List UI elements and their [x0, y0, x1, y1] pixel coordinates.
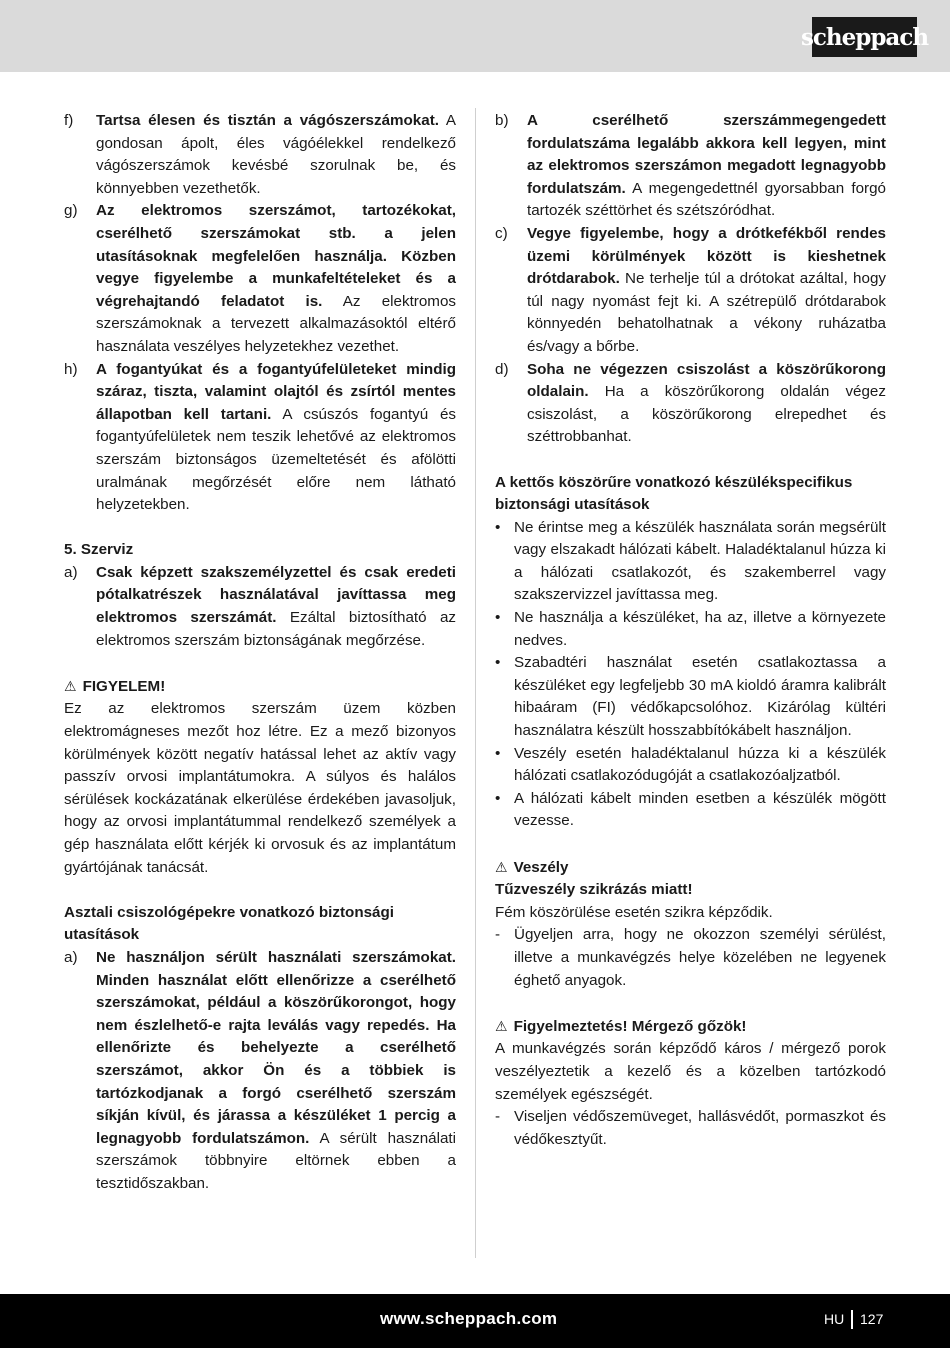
item-label: b)	[495, 112, 509, 129]
toxic-text: A munkavégzés során képződő káros / mérgező porok veszélyeztetik a kezelő és a közelben tartózkodó személyek egészségét.	[495, 1040, 886, 1103]
attention-text: Ez az elektromos szerszám üzem közben elektromágneses mezőt hoz létre. Ez a mező bizonyos körülmények között negatív hatással lehet az aktív vagy passzív orvosi implantátumokra. A súlyos és halálos sérülések kockázatának elkerülése érdekében javasoljuk, hogy az orvosi implantátummal rendelkező személyek a gép használata előtt kérjék ki orvosuk és az implantátum gyártójának tanácsát.	[64, 700, 456, 876]
list-item-service-a	[64, 562, 456, 652]
danger-subtitle: Tűzveszély szikrázás miatt!	[495, 881, 693, 899]
list-item-b	[495, 110, 886, 223]
item-text: A sérült használati szerszámok többnyire eltörnek ebben a tesztidőszakban.	[96, 1129, 456, 1192]
item-label: f)	[64, 112, 74, 129]
section-heading-bench: Asztali csiszológépekre vonatkozó biztonsági utasítások	[64, 903, 394, 944]
item-label: a)	[64, 948, 78, 966]
danger-text: Fém köszörülése esetén szikra képződik.	[495, 903, 773, 921]
brand-logo: scheppach	[812, 17, 917, 57]
danger-heading: ⚠ Veszély	[495, 856, 886, 880]
item-bold-text: Tartsa élesen és tisztán a vágószerszámokat.	[96, 112, 439, 129]
item-bold-text: Soha ne végezzen csiszolást a köszörűkorong oldalain.	[527, 360, 886, 401]
list-item-d	[495, 359, 886, 449]
bullet-item: • A hálózati kábelt minden esetben a készülék mögött vezesse.	[495, 789, 886, 830]
item-bold-text: Vegye figyelembe, hogy a drótkefékből rendes üzemi körülmények között is kieshetnek drótdarabok.	[527, 224, 886, 288]
bullet-item: • Veszély esetén haladéktalanul húzza ki a készülék hálózati csatlakozódugóját a csatlakozóaljzatból.	[495, 744, 886, 785]
item-text: Ne terhelje túl a drótokat azáltal, hogy túl nagy nyomást fejt ki. A szétrepülő drótdarabok könnyedén behatolhatnak a vékony ruházatba és/vagy a bőrbe.	[527, 270, 886, 355]
bullet-item: • Ne használja a készüléket, ha az, illetve a környezete nedves.	[495, 609, 886, 649]
item-label: h)	[64, 360, 78, 378]
item-text: A gondosan ápolt, éles vágóélekkel rendelkező vágószerszámok kevésbé szorulnak be, és könnyebben vezethetők.	[96, 112, 456, 197]
section-heading-service: 5. Szerviz	[64, 541, 134, 559]
item-label: g)	[64, 202, 78, 220]
item-text: A csúszós fogantyú és fogantyúfelületek nem teszik lehetővé az elektromos szerszám biztonságos üzemeltetését és afölötti uralmának megőrzését előre nem látható helyzetekben.	[96, 405, 456, 514]
list-item-g	[64, 200, 456, 358]
list-item-c	[495, 223, 886, 359]
left-column	[64, 110, 456, 1196]
warning-triangle-icon: ⚠	[495, 1017, 508, 1034]
item-bold-text: Az elektromos szerszámot, tartozékokat, cserélhető szerszámokat stb. a jelen utasításoknak megfelelően használja. Közben vegye figyelembe a munkafeltételeket és a végrehajtandó feladatot is.	[96, 202, 456, 310]
column-divider	[475, 108, 476, 1258]
bullet-item: • Szabadtéri használat esetén csatlakoztassa a készüléket egy legfeljebb 30 mA kioldó áramra kalibrált hibaáram (FI) védőkapcsolóhoz. Kizárólag kültéri használatra készült hosszabbítókábelt használjon.	[495, 654, 886, 740]
list-item-f	[64, 110, 456, 200]
footer-bar	[0, 1294, 950, 1348]
page-number: 127	[860, 1311, 884, 1327]
website-link[interactable]: www.scheppach.com	[380, 1309, 558, 1328]
item-bold-text: A cserélhető szerszámmegengedett fordulatszáma legalább akkora kell legyen, mint az elektromos szerszámon megadott legnagyobb fordulatszám.	[527, 112, 886, 197]
item-text: Az elektromos szerszámoknak a tervezett alkalmazásoktól eltérő használata veszélyes helyzetekhez vezethet.	[96, 292, 456, 355]
item-label: d)	[495, 360, 509, 378]
list-item-bench-a	[64, 947, 456, 1196]
item-text: A megengedettnél gyorsabban forgó tartozék széttörhet és szétszóródhat.	[527, 179, 886, 220]
item-text: Ha a köszörűkorong oldalán végez csiszolást, a köszörűkorong elrepedhet és széttrobbanhat.	[527, 383, 886, 446]
bullet-item: • Ne érintse meg a készülék használata során megsérült vagy elszakadt hálózati kábelt. Haladéktalanul húzza ki a hálózati csatlakozót, és szakemberrel vagy szakszervizzel javíttassa meg.	[495, 518, 886, 604]
language-code: HU	[824, 1311, 845, 1327]
item-bold-text: A fogantyúkat és a fogantyúfelületeket mindig száraz, tiszta, valamint olajtól és zsírtól mentes állapotban kell tartani.	[96, 360, 456, 423]
footer-separator	[851, 1310, 853, 1329]
item-label: a)	[64, 563, 78, 581]
section-heading-double: A kettős köszörűre vonatkozó készülékspecifikus biztonsági utasítások	[495, 473, 853, 514]
dash-item: - Ügyeljen arra, hogy ne okozzon személyi sérülést, illetve a munkavégzés helye közelében ne legyenek éghető anyagok.	[495, 926, 886, 989]
toxic-heading: ⚠ Figyelmeztetés! Mérgező gőzök!	[495, 1015, 886, 1039]
warning-triangle-icon: ⚠	[495, 858, 508, 875]
item-text: Ezáltal biztosítható az elektromos szerszám biztonságának megőrzése.	[96, 609, 456, 649]
attention-heading: ⚠ FIGYELEM!	[64, 675, 456, 699]
item-bold-text: Ne használjon sérült használati szerszámokat. Minden használat előtt ellenőrizze a cserélhető szerszámokat, például a köszörűkorongot, hogy nem észlelhető-e rajta leválás vagy repedés. Ha ellenőrizte és behelyezte a cserélhető szerszámot, akkor Ön és a többiek is tartózkodjanak a forgó cserélhető szerszám síkján kívül, és járassa a készüléket 1 percig a legnagyobb fordulatszámon.	[96, 948, 456, 1147]
dash-item: - Viseljen védőszemüveget, hallásvédőt, pormaszkot és védőkesztyűt.	[495, 1108, 886, 1148]
item-label: c)	[495, 224, 508, 242]
list-item-h	[64, 359, 456, 517]
right-column	[495, 110, 886, 1151]
warning-triangle-icon: ⚠	[64, 677, 77, 694]
item-bold-text: Csak képzett szakszemélyzettel és csak eredeti pótalkatrészek használatával javíttassa meg elektromos szerszámát.	[96, 563, 456, 627]
